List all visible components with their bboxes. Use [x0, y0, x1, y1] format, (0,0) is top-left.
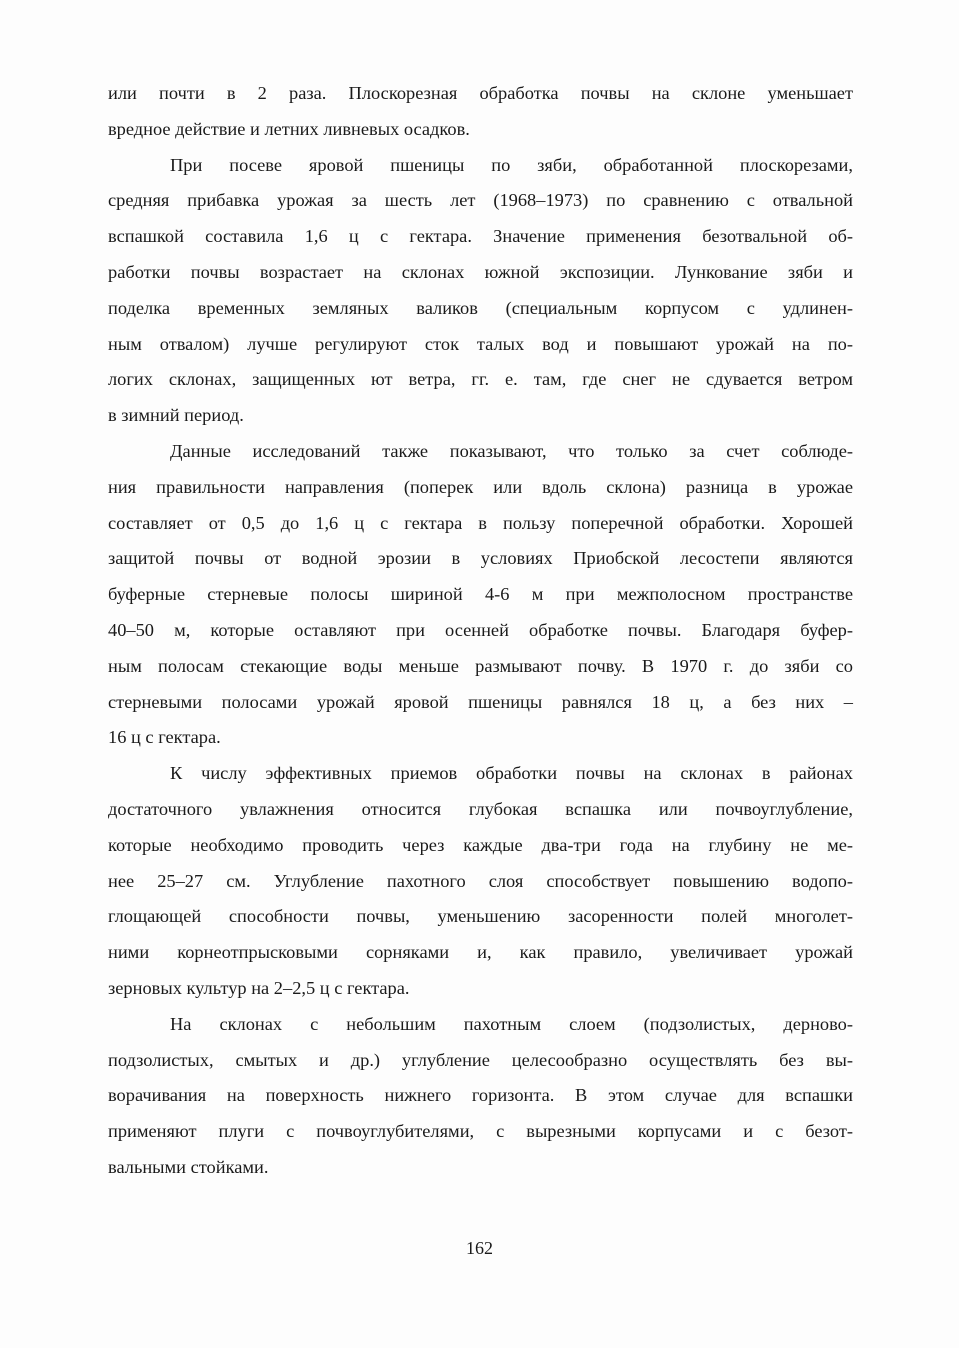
text-line: зерновых культур на 2–2,5 ц с гектара.	[108, 977, 410, 998]
text-line: работки почвы возрастает на склонах южной экспозиции. Лункование зяби и	[108, 261, 853, 282]
text-line: Данные исследований также показывают, что только за счет соблюде-	[170, 440, 853, 461]
text-line: ния правильности направления (поперек или вдоль склона) разница в урожае	[108, 476, 853, 497]
page-number: 162	[466, 1238, 493, 1258]
body-text	[108, 76, 853, 1186]
text-line: вальными стойками.	[108, 1156, 269, 1177]
text-line: вспашкой составила 1,6 ц с гектара. Значение применения безотвальной об-	[108, 226, 853, 247]
text-line: подзолистых, смытых и др.) углубление целесообразно осуществлять без вы-	[108, 1049, 853, 1070]
text-line: средняя прибавка урожая за шесть лет (1968–1973) по сравнению с отвальной	[108, 190, 853, 211]
text-line: применяют плуги с почвоуглубителями, с вырезными корпусами и с безот-	[108, 1121, 853, 1142]
text-line: ворачивания на поверхность нижнего горизонта. В этом случае для вспашки	[108, 1085, 853, 1106]
paragraph	[108, 434, 853, 756]
paragraph	[108, 148, 853, 434]
text-line: вредное действие и летних ливневых осадков.	[108, 118, 470, 139]
text-line: нее 25–27 см. Углубление пахотного слоя способствует повышению водопо-	[108, 870, 853, 891]
text-line: ным отвалом) лучше регулируют сток талых вод и повышают урожай на по-	[108, 333, 853, 354]
paragraph	[108, 76, 853, 148]
text-line: 40–50 м, которые оставляют при осенней обработке почвы. Благодаря буфер-	[108, 619, 853, 640]
text-line: На склонах с небольшим пахотным слоем (подзолистых, дерново-	[170, 1013, 853, 1034]
text-line: ними корнеотпрысковыми сорняками и, как правило, увеличивает урожай	[108, 942, 853, 963]
text-line: логих склонах, защищенных ют ветра, гг. е. там, где снег не сдувается ветром	[108, 369, 853, 390]
text-line: стерневыми полосами урожай яровой пшеницы равнялся 18 ц, а без них –	[108, 691, 853, 712]
text-line: которые необходимо проводить через каждые два-три года на глубину не ме-	[108, 834, 853, 855]
text-line: ным полосам стекающие воды меньше размывают почву. В 1970 г. до зяби со	[108, 655, 853, 676]
text-line: достаточного увлажнения относится глубокая вспашка или почвоуглубление,	[108, 798, 853, 819]
text-line: защитой почвы от водной эрозии в условиях Приобской лесостепи являются	[108, 548, 853, 569]
text-line: поделка временных земляных валиков (специальным корпусом с удлинен-	[108, 297, 853, 318]
text-line: или почти в 2 раза. Плоскорезная обработка почвы на склоне уменьшает	[108, 83, 853, 103]
paragraph	[108, 756, 853, 1007]
text-line: 16 ц с гектара.	[108, 727, 221, 748]
text-line: буферные стерневые полосы шириной 4-6 м при межполосном пространстве	[108, 584, 853, 605]
paragraph	[108, 1007, 853, 1186]
text-line: глощающей способности почвы, уменьшению засоренности полей многолет-	[108, 906, 853, 927]
text-line: составляет от 0,5 до 1,6 ц с гектара в пользу поперечной обработки. Хорошей	[108, 512, 853, 533]
text-line: в зимний период.	[108, 405, 244, 426]
text-line: При посеве яровой пшеницы по зяби, обработанной плоскорезами,	[170, 154, 853, 175]
text-line: К числу эффективных приемов обработки почвы на склонах в районах	[170, 763, 853, 784]
